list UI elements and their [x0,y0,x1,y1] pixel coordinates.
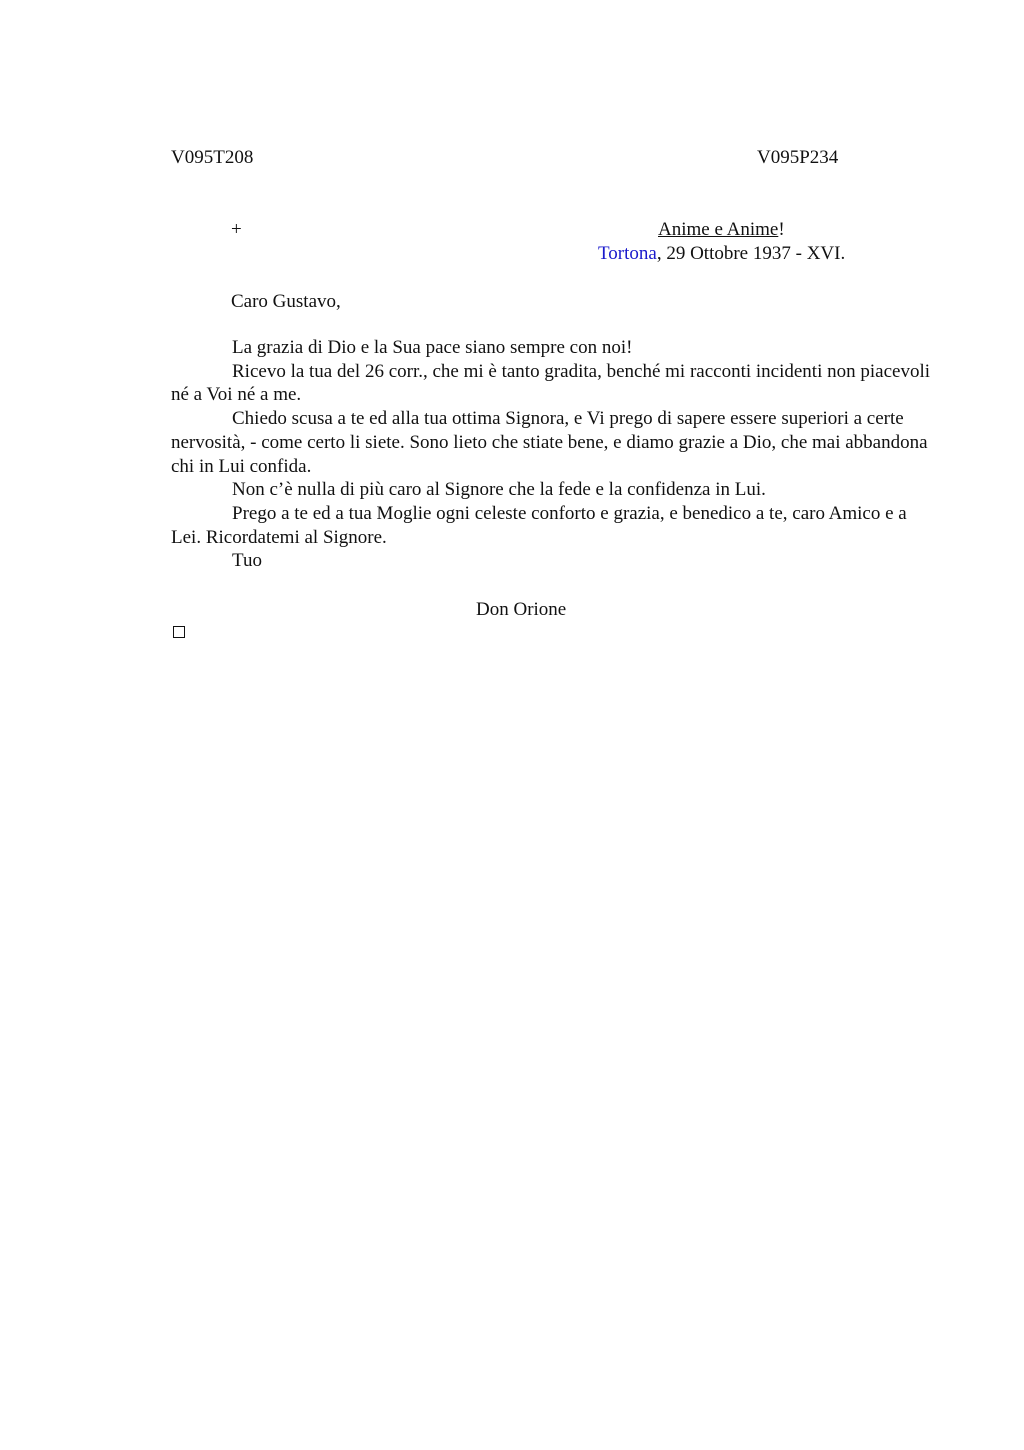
cross-symbol: + [231,219,242,240]
place-name: Tortona [598,243,657,264]
paragraph: Prego a te ed a tua Moglie ogni celeste conforto e grazia, e benedico a te, caro Amico e a Lei. Ricordatemi al Signore. [171,502,907,548]
left-document-code: V095T208 [171,147,254,168]
salutation: Caro Gustavo, [231,291,341,312]
motto-line [658,218,785,242]
letter-body [171,336,931,573]
right-document-code: V095P234 [757,147,839,168]
date-text: , 29 Ottobre 1937 - XVI. [656,243,846,264]
signature: Don Orione [476,599,567,620]
closing: Tuo [232,550,262,572]
paragraph: Non c’è nulla di più caro al Signore che la fede e la confidenza in Lui. [232,479,766,501]
checkbox-square-icon [173,626,185,638]
place-date-line [598,242,845,266]
motto-text: Anime e Anime [658,219,779,240]
motto-punctuation: ! [778,219,785,240]
paragraph: La grazia di Dio e la Sua pace siano sempre con noi! [232,337,633,358]
paragraph: Ricevo la tua del 26 corr., che mi è tanto gradita, benché mi racconti incidenti non piacevoli né a Voi né a me. [171,360,930,406]
paragraph: Chiedo scusa a te ed alla tua ottima Signora, e Vi prego di sapere essere superiori a certe nervosità, - come certo li siete. Sono lieto che stiate bene, e diamo grazie a Dio, che mai abbandona chi in Lui confida. [171,408,928,477]
